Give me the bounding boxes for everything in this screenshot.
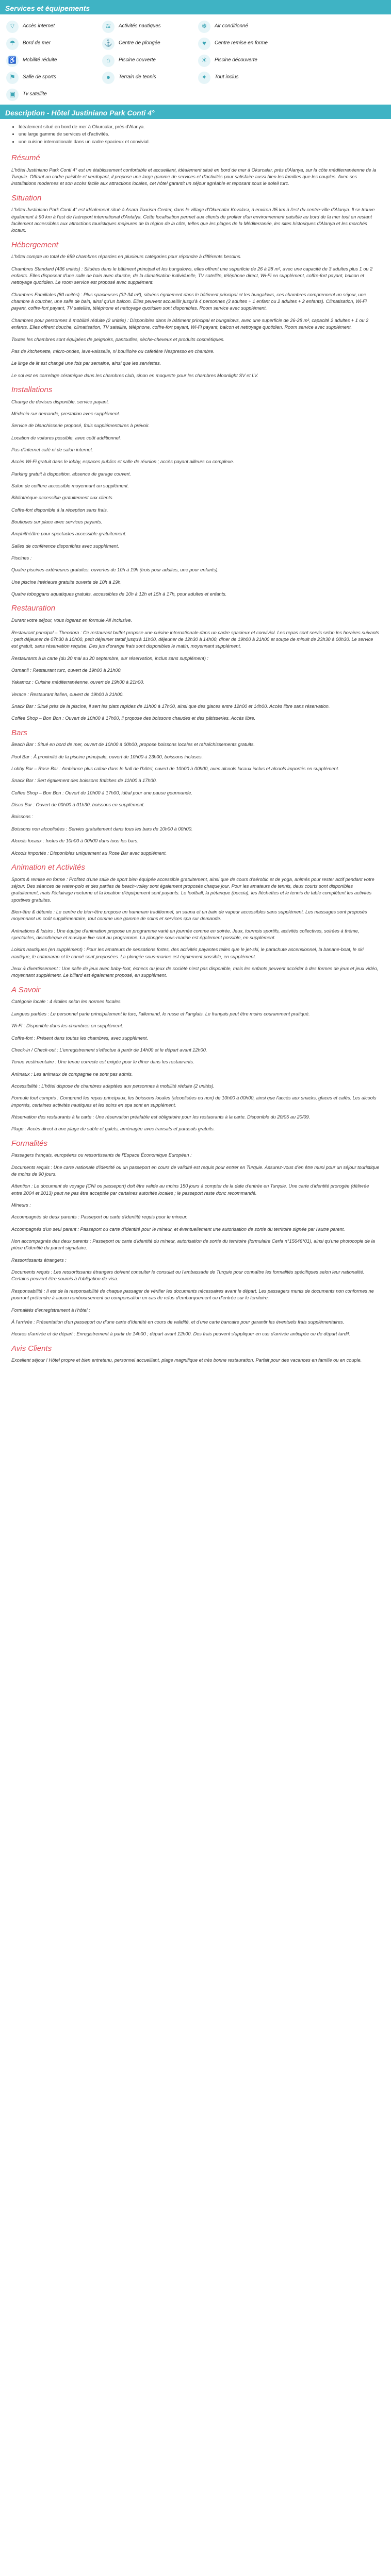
section-paragraph: Animations & loisirs : Une équipe d'animation propose un programme varié en journée comme en soirée. Jeux, tournois sportifs, activités collectives, soirées à thème, spectacles, discothèque et musique live sont au programme. La plongée sous-marine est également possible, en supplément. [11, 928, 360, 940]
section-paragraph: Le sol est en carrelage céramique dans les chambres club, sinon en moquette pour les chambres Moonlight SV et LV. [11, 372, 258, 378]
section-paragraph: Sports & remise en forme : Profitez d'une salle de sport bien équipée accessible gratuitement, ainsi que de cours d'aérobic et de yoga, animés pour rester actif pendant votre séjour. Des séances de water-polo et des parties de beach-volley sont également proposés chaque jour. Pour les amateurs de tennis, deux courts sont disponibles gratuitement, mais l'éclairage nocturne et la location d'équipement sont payants. Le football, la pétanque (boccia), les fléchettes et le tennis de table complètent les activités sportives gratuites. [11, 876, 374, 903]
highlight-item: • une cuisine internationale dans un cadre spacieux et convivial. [19, 138, 381, 145]
content-section [11, 727, 381, 857]
diving-icon: ⚓ [102, 38, 115, 50]
section-paragraph: Salon de coiffure accessible moyennant un supplément. [11, 483, 129, 489]
section-heading: Restauration [11, 604, 56, 613]
content-section [11, 152, 381, 188]
section-paragraph: Tenue vestimentaire : Une tenue correcte est exigée pour le dîner dans les restaurants. [11, 1059, 194, 1065]
section-paragraph: L'hôtel compte un total de 659 chambres réparties en plusieurs catégories pour répondre à différents besoins. [11, 254, 242, 260]
content-section [11, 603, 381, 722]
content-section [11, 862, 381, 979]
section-paragraph: Quatre piscines extérieures gratuites, ouvertes de 10h à 19h (trois pour adultes, une pour enfants). [11, 567, 219, 573]
section-paragraph: Alcools locaux : Inclus de 10h00 à 00h00 dans tous les bars. [11, 838, 139, 844]
section-paragraph: Osmanli : Restaurant turc, ouvert de 19h00 à 21h00. [11, 667, 122, 673]
section-heading: Résumé [11, 153, 40, 162]
section-paragraph: Lobby Bar – Rose Bar : Ambiance plus calme dans le hall de l'hôtel, ouvert de 10h00 à 00h00, avec alcools locaux inclus et alcools importés en supplément. [11, 766, 339, 772]
section-paragraph: Yakamoz : Cuisine méditerranéenne, ouvert de 19h00 à 21h00. [11, 680, 144, 685]
section-paragraph: Pas de kitchenette, micro-ondes, lave-vaisselle, ni bouilloire ou cafetière Nespresso en chambre. [11, 348, 215, 354]
service-item [198, 37, 289, 50]
section-paragraph: Loisirs nautiques (en supplément) : Pour les amateurs de sensations fortes, des activités payantes telles que le jet-ski, le parachute ascensionnel, la banane-boat, le ski nautique, le catamaran et le canoë sont proposées. La plongée sous-marine est également possible, en supplément. [11, 947, 364, 959]
content-section [11, 985, 381, 1133]
section-paragraph: L'hôtel Justiniano Park Conti 4° est un établissement confortable et accueillant, idéalement situé en bord de mer à Okurcalar, près d'Alanya, sur la côte méditerranéenne de la Turquie. Offrant un cadre paisible et verdoyant, il propose une large gamme de services et d'activités pour satisfaire aussi bien les familles que les couples. Avec ses installations modernes et son accès facile aux attractions locales, cet hôtel garantit un séjour agréable et reposant sous le soleil turc. [11, 167, 377, 187]
section-paragraph: Médecin sur demande, prestation avec supplément. [11, 411, 120, 416]
wheelchair-icon: ♿ [6, 55, 19, 67]
section-paragraph: Boissons non alcoolisées : Servies gratuitement dans tous les bars de 10h00 à 00h00. [11, 826, 193, 832]
content-section [11, 384, 381, 598]
wifi-icon: ⌔ [6, 21, 19, 33]
section-paragraph: Jeux & divertissement : Une salle de jeux avec baby-foot, échecs ou jeux de société n'est pas disponible, mais les enfants peuvent accéder à des formes de jeux et jeux vidéo, moyennant supplément. Le billard est également proposé, en supplément. [11, 966, 379, 978]
section-paragraph: Location de voitures possible, avec coût additionnel. [11, 435, 121, 440]
gym-icon: ⚑ [6, 72, 19, 84]
service-label: Centre de plongée [119, 40, 160, 46]
section-paragraph: Le linge de lit est changé une fois par semaine, ainsi que les serviettes. [11, 361, 161, 366]
services-title: Services et équipements [5, 4, 90, 12]
section-paragraph: Salles de conférence disponibles avec supplément. [11, 543, 119, 549]
section-paragraph: Boutiques sur place avec services payants. [11, 519, 103, 525]
section-paragraph: Documents requis : Une carte nationale d'identité ou un passeport en cours de validité est requis pour entrer en Turquie. Assurez-vous d'en être muni pour un séjour touristique de moins de 90 jours. [11, 1164, 380, 1177]
section-paragraph: Non accompagnés des deux parents : Passeport ou carte d'identité du mineur, autorisation de sortie du territoire (formulaire Cerfa n°15646*01), ainsi qu'une photocopie de la pièce d'identité du parent signataire. [11, 1239, 375, 1251]
description-header [0, 105, 391, 119]
section-paragraph: Coffee Shop – Bon Bon : Ouvert de 10h00 à 17h00, idéal pour une pause gourmande. [11, 790, 192, 795]
service-label: Centre remise en forme [215, 40, 268, 46]
section-heading: Installations [11, 385, 53, 394]
service-item [102, 71, 193, 84]
outdoor-pool-icon: ☀ [198, 55, 210, 67]
section-paragraph: Bibliothèque accessible gratuitement aux clients. [11, 495, 114, 501]
highlights-list [11, 123, 381, 145]
section-paragraph: Formalités d'enregistrement à l'hôtel : [11, 1307, 90, 1313]
section-paragraph: Documents requis : Les ressortissants étrangers doivent consulter le consulat ou l'ambassade de Turquie pour connaître les formalités spécifiques selon leur nationalité. Certains peuvent être soumis à l'obligation de visa. [11, 1269, 365, 1282]
section-paragraph: Toutes les chambres sont équipées de peignoirs, pantoufles, sèche-cheveux et produits cosmétiques. [11, 336, 225, 342]
description-section [0, 119, 391, 1364]
content-section [11, 1343, 381, 1364]
highlight-item: • Idéalement situé en bord de mer à Okurcalar, près d'Alanya. [19, 123, 381, 130]
section-heading: Situation [11, 193, 42, 202]
content-section [11, 193, 381, 234]
section-paragraph: Change de devises disponible, service payant. [11, 399, 109, 404]
section-paragraph: Pool Bar : À proximité de la piscine principale, ouvert de 10h00 à 23h00, boissons incluses. [11, 754, 203, 759]
services-header [0, 0, 391, 14]
water-sports-icon: ≋ [102, 21, 115, 33]
services-section [0, 14, 391, 105]
section-paragraph: Chambres pour personnes à mobilité réduite (2 unités) : Disponibles dans le bâtiment principal et bungalows, avec une superficie de 26-28 m², capacité 2 adultes + 1 ou 2 enfants. Elles offrent douche, climatisation, TV satellite, téléphone, coffre-fort payant, Wi-Fi payant, balcon et nettoyage quotidien. Room service avec supplément. [11, 317, 369, 330]
section-paragraph: Piscines : [11, 555, 32, 561]
section-paragraph: Amphithéâtre pour spectacles accessible gratuitement. [11, 531, 127, 537]
service-label: Tout inclus [215, 74, 239, 80]
section-paragraph: À l'arrivée : Présentation d'un passeport ou d'une carte d'identité en cours de validité, et d'une carte bancaire pour garantir les éventuels frais supplémentaires. [11, 1319, 345, 1325]
service-item [6, 37, 97, 50]
section-paragraph: Une piscine intérieure gratuite ouverte de 10h à 19h. [11, 579, 122, 585]
service-empty-cell [294, 20, 385, 33]
section-paragraph: L'hôtel Justiniano Park Conti 4° est idéalement situé à Asara Tourism Center, dans le village d'Okurcalar Kovalası, à environ 35 km à l'est du centre-ville d'Alanya. Il se trouve également à 90 km à l'est de l'aéroport international d'Antalya. Cette localisation permet aux clients de profiter d'un environnement paisible au bord de la mer tout en restant facilement accessibles aux attractions touristiques majeures de la région de la côte, telles que les plages de la Méditerranée, les sites historiques d'Alanya et les marchés locaux. [11, 207, 375, 233]
service-label: Tv satellite [23, 91, 47, 97]
service-label: Activités nautiques [119, 23, 161, 29]
service-empty-cell [294, 37, 385, 50]
service-label: Salle de sports [23, 74, 56, 80]
indoor-pool-icon: ⌂ [102, 55, 115, 67]
section-heading: Avis Clients [11, 1344, 52, 1353]
section-paragraph: Attention : Le document de voyage (CNI ou passeport) doit être valide au moins 150 jours à compter de la date d'entrée en Turquie. Une carte d'identité prorogée (délivrée entre 2004 et 2013) peut ne pas être acceptée par certaines autorités locales ; le passeport reste donc recommandé. [11, 1183, 369, 1196]
tennis-icon: ● [102, 72, 115, 84]
section-paragraph: Réservation des restaurants à la carte : Une réservation préalable est obligatoire pour les restaurants à la carte. Disponible du 20/05 au 20/09. [11, 1114, 311, 1120]
service-item [198, 71, 289, 84]
service-item [102, 54, 193, 67]
section-paragraph: Parking gratuit à disposition, absence de garage couvert. [11, 471, 131, 477]
service-label: Air conditionné [215, 23, 248, 29]
service-label: Piscine découverte [215, 57, 257, 63]
section-paragraph: Alcools importés : Disponibles uniquement au Rose Bar avec supplément. [11, 850, 167, 856]
section-paragraph: Coffre-fort disponible à la réception sans frais. [11, 507, 108, 513]
section-paragraph: Excellent séjour ! Hôtel propre et bien entretenu, personnel accueillant, plage magnifique et très bonne restauration. Parfait pour des vacances en famille ou en couple. [11, 1358, 362, 1363]
section-paragraph: Accès Wi-Fi gratuit dans le lobby, espaces publics et salle de réunion ; accès payant ailleurs ou complexe. [11, 459, 234, 465]
service-label: Piscine couverte [119, 57, 156, 63]
service-item [198, 54, 289, 67]
section-paragraph: Snack Bar : Sert également des boissons fraîches de 11h00 à 17h00. [11, 778, 157, 784]
section-paragraph: Check-in / Check-out : L'enregistrement s'effectue à partir de 14h00 et le départ avant 12h00. [11, 1047, 207, 1053]
section-paragraph: Accessibilité : L'hôtel dispose de chambres adaptées aux personnes à mobilité réduite (2 unités). [11, 1083, 215, 1089]
service-label: Bord de mer [23, 40, 51, 46]
section-paragraph: Plage : Accès direct à une plage de sable et galets, aménagée avec transats et parasols gratuits. [11, 1126, 215, 1132]
section-paragraph: Disco Bar : Ouvert de 00h00 à 01h30, boissons en supplément. [11, 802, 145, 808]
section-heading: Bars [11, 728, 27, 737]
services-grid [6, 20, 385, 101]
section-heading: Formalités [11, 1139, 48, 1148]
section-heading: A Savoir [11, 985, 41, 994]
description-body [11, 152, 381, 1364]
snowflake-icon: ❄ [198, 21, 210, 33]
section-paragraph: Chambres Familiales (80 unités) : Plus spacieuses (32-34 m²), situées également dans le bâtiment principal et les bungalows, ces chambres comprennent un séjour, une chambre à coucher, une salle de bain, ainsi qu'un balcon. Elles peuvent accueillir jusqu'à 4 personnes (3 adultes + 1 enfant ou 2 adultes + 2 enfants). Climatisation, Wi-Fi payant, coffre-fort payant, TV satellite, téléphone et nettoyage quotidien sont disponibles. Room service avec supplément. [11, 292, 367, 311]
section-paragraph: Snack Bar : Situé près de la piscine, il sert les plats rapides de 11h00 à 17h00, ainsi que des glaces entre 12h00 et 14h00. Accès libre sans réservation. [11, 703, 330, 709]
section-paragraph: Ressortissants étrangers : [11, 1257, 67, 1263]
section-paragraph: Catégorie locale : 4 étoiles selon les normes locales. [11, 999, 122, 1005]
service-item [198, 20, 289, 33]
section-paragraph: Bien-être & détente : Le centre de bien-être propose un hammam traditionnel, un sauna et un bain de vapeur accessibles sans supplément. Les massages sont proposés moyennant un coût supplémentaire, tout comme une gamme de soins et services spa sur demande. [11, 909, 367, 922]
service-item [6, 71, 97, 84]
section-paragraph: Langues parlées : Le personnel parle principalement le turc, l'allemand, le russe et l'anglais. Le français peut être moins couramment pratiqué. [11, 1011, 310, 1016]
tv-icon: ▣ [6, 89, 19, 101]
section-paragraph: Durant votre séjour, vous logerez en formule All Inclusive. [11, 618, 133, 623]
section-heading: Animation et Activités [11, 862, 85, 872]
section-paragraph: Accompagnés de deux parents : Passeport ou carte d'identité requis pour le mineur. [11, 1214, 188, 1220]
section-paragraph: Heures d'arrivée et de départ : Enregistrement à partir de 14h00 ; départ avant 12h00. Des frais peuvent s'appliquer en cas d'arrivée anticipée ou de départ tardif. [11, 1331, 350, 1337]
section-heading: Hébergement [11, 240, 58, 249]
service-empty-cell [294, 54, 385, 67]
section-paragraph: Chambres Standard (436 unités) : Situées dans le bâtiment principal et les bungalows, elles offrent une superficie de 26 à 28 m², avec une capacité de 3 adultes plus 1 ou 2 enfants. Elles disposent d'une salle de bain avec douche, de la climatisation individuelle, TV satellite, téléphone direct, Wi-Fi en supplément, coffre-fort payant, balcon et nettoyage quotidien. Le room service est proposé avec supplément. [11, 266, 373, 285]
highlight-item: • une large gamme de services et d'activités. [19, 130, 381, 138]
section-paragraph: Service de blanchisserie proposé, frais supplémentaires à prévoir. [11, 423, 150, 429]
service-item [6, 20, 97, 33]
service-empty-cell [294, 71, 385, 84]
section-paragraph: Boissons : [11, 814, 34, 820]
fitness-icon: ♥ [198, 38, 210, 50]
section-paragraph: Restaurant principal – Theodora : Ce restaurant buffet propose une cuisine internationale dans un cadre spacieux et convivial. Les repas sont servis selon les horaires suivants : petit déjeuner de 07h30 à 10h00, petit déjeuner tardif jusqu'à 11h00, déjeuner de 12h30 à 14h00, dîner de 19h00 à 21h00 et soupe de minuit de 23h30 à 00h30. Le service est gratuit, sans réservation requise. Des jus d'orange frais sont disponibles le matin, moyennant supplément. [11, 630, 379, 649]
section-paragraph: Pas d'internet café ni de salon internet. [11, 447, 93, 452]
service-item [102, 37, 193, 50]
section-paragraph: Wi-Fi : Disponible dans les chambres en supplément. [11, 1023, 123, 1029]
service-item [6, 54, 97, 67]
section-paragraph: Passagers français, européens ou ressortissants de l'Espace Économique Européen : [11, 1153, 192, 1158]
content-section [11, 240, 381, 379]
section-paragraph: Accompagnés d'un seul parent : Passeport ou carte d'identité pour le mineur, et éventuellement une autorisation de sortie du territoire signée par l'autre parent. [11, 1226, 345, 1232]
service-label: Accès internet [23, 23, 55, 29]
section-paragraph: Mineurs : [11, 1202, 31, 1208]
section-paragraph: Coffre-fort : Présent dans toutes les chambres, avec supplément. [11, 1035, 149, 1041]
beach-icon: ☂ [6, 38, 19, 50]
section-paragraph: Beach Bar : Situé en bord de mer, ouvert de 10h00 à 00h00, propose boissons locales et rafraîchissements gratuits. [11, 742, 255, 748]
section-paragraph: Quatre toboggans aquatiques gratuits, accessibles de 10h à 12h et 15h à 17h, pour adultes et enfants. [11, 591, 227, 597]
service-item [102, 20, 193, 33]
section-paragraph: Formule tout compris : Comprend les repas principaux, les boissons locales (alcoolisées ou non) de 10h00 à 00h00, ainsi que l'accès aux snacks, glaces et cafés. Les alcools importés, certaines activités nautiques et les soins en spa sont en supplément. [11, 1095, 377, 1108]
content-section [11, 1138, 381, 1338]
service-item [6, 88, 97, 101]
section-paragraph: Responsabilité : Il est de la responsabilité de chaque passager de vérifier les documents nécessaires avant le départ. Les passagers munis de documents non conformes ne pourront prétendre à aucun remboursement ou compensation en cas de refus d'embarquement ou d'entrée sur le territoire. [11, 1288, 374, 1301]
section-paragraph: Restaurants à la carte (du 20 mai au 20 septembre, sur réservation, inclus sans supplément) : [11, 655, 208, 661]
service-label: Terrain de tennis [119, 74, 156, 80]
description-title: Description - Hôtel Justiniano Park Conti 4° [5, 109, 155, 117]
section-paragraph: Coffee Shop – Bon Bon : Ouvert de 10h00 à 17h00, il propose des boissons chaudes et des pâtisseries. Accès libre. [11, 716, 256, 721]
section-paragraph: Animaux : Les animaux de compagnie ne sont pas admis. [11, 1071, 133, 1077]
section-paragraph: Verace : Restaurant italien, ouvert de 19h00 à 21h00. [11, 691, 124, 697]
all-inclusive-icon: ✦ [198, 72, 210, 84]
service-label: Mobilité réduite [23, 57, 57, 63]
